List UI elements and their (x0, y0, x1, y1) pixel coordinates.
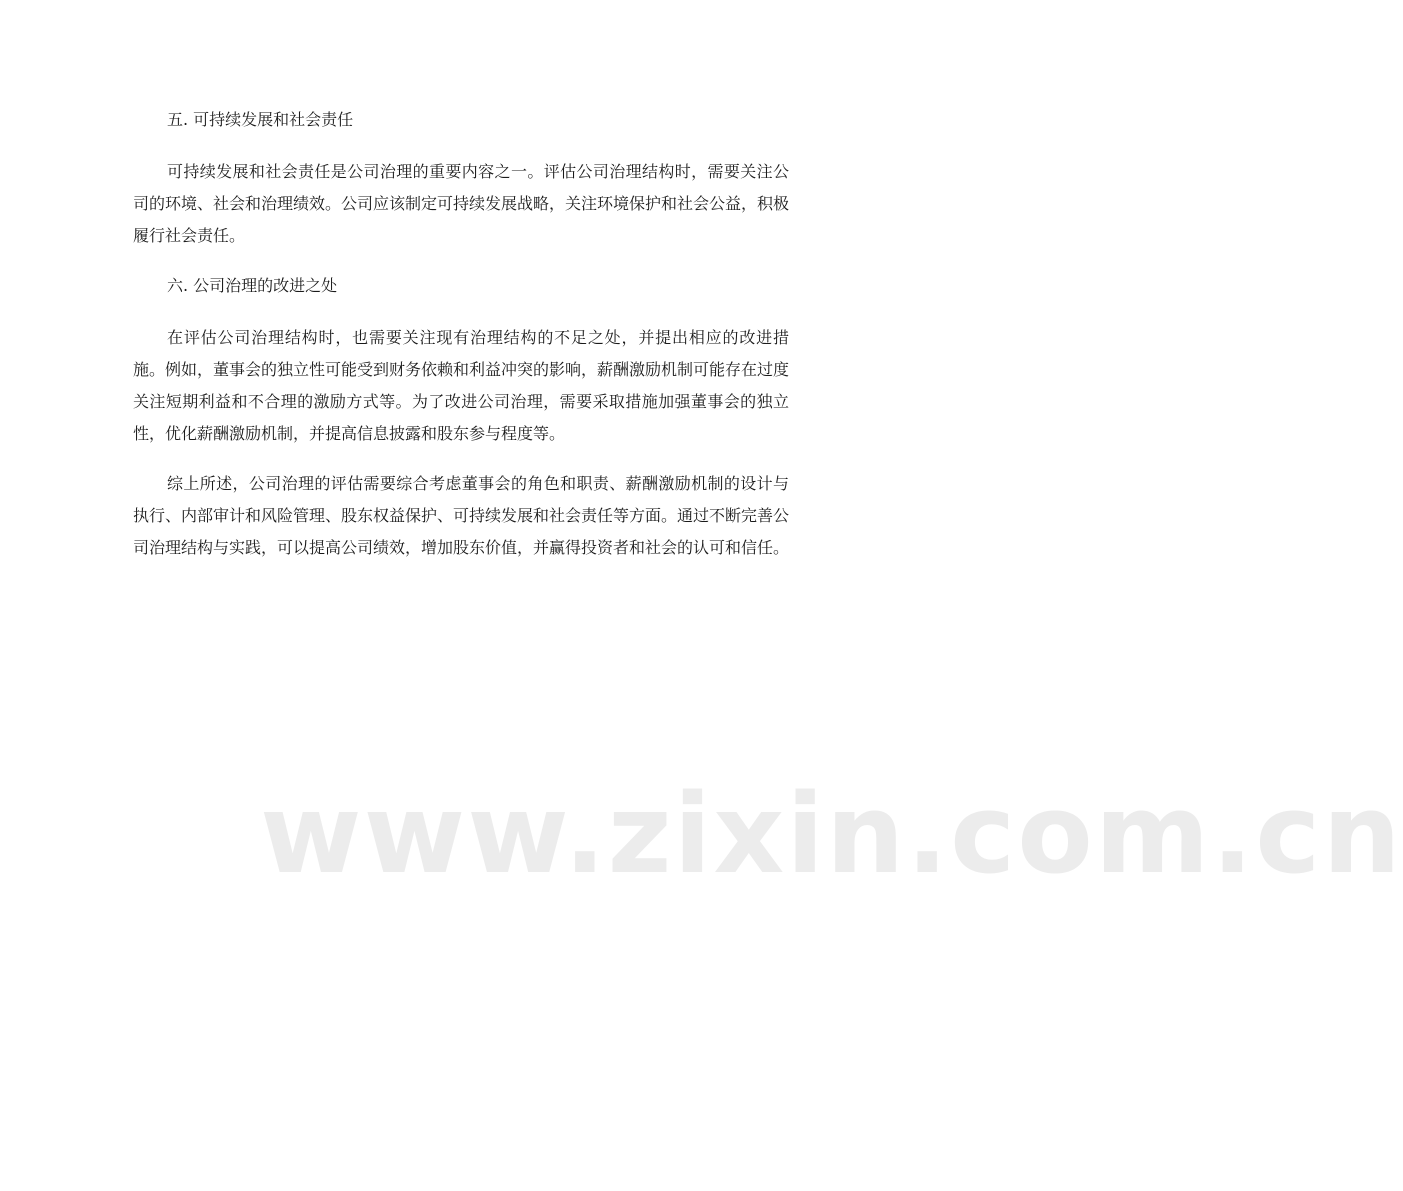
section-heading-5: 五. 可持续发展和社会责任 (167, 110, 354, 129)
document-body (133, 104, 789, 582)
watermark: www.zixin.com.cn (260, 770, 1403, 898)
section-heading-6: 六. 公司治理的改进之处 (167, 276, 338, 295)
conclusion-paragraph: 综上所述，公司治理的评估需要综合考虑董事会的角色和职责、薪酬激励机制的设计与执行、内部审计和风险管理、股东权益保护、可持续发展和社会责任等方面。通过不断完善公司治理结构与实践，可以提高公司绩效，增加股东价值，并赢得投资者和社会的认可和信任。 (133, 474, 790, 557)
section-paragraph-6: 在评估公司治理结构时，也需要关注现有治理结构的不足之处，并提出相应的改进措施。例如，董事会的独立性可能受到财务依赖和利益冲突的影响，薪酬激励机制可能存在过度关注短期利益和不合理的激励方式等。为了改进公司治理，需要采取措施加强董事会的独立性，优化薪酬激励机制，并提高信息披露和股东参与程度等。 (133, 328, 790, 443)
section-paragraph-5: 可持续发展和社会责任是公司治理的重要内容之一。评估公司治理结构时，需要关注公司的环境、社会和治理绩效。公司应该制定可持续发展战略，关注环境保护和社会公益，积极履行社会责任。 (133, 162, 790, 245)
